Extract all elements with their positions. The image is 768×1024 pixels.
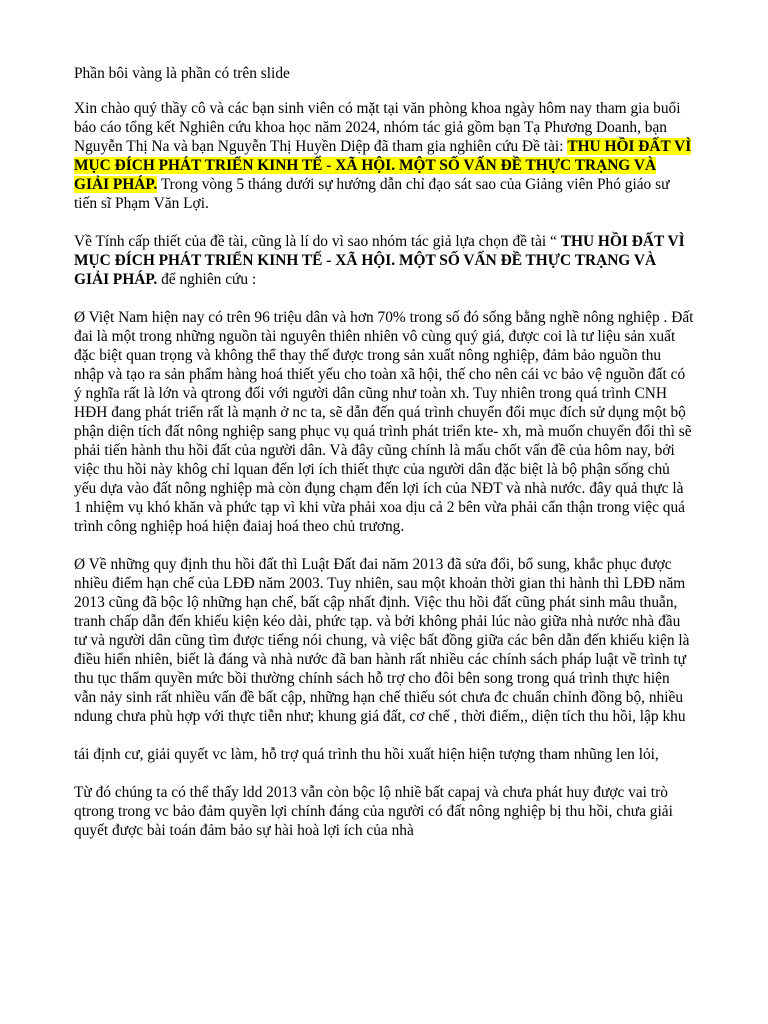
document-page — [74, 64, 694, 859]
urgency-text-end: để nghiên cứu : — [157, 271, 257, 288]
urgency-text: Về Tính cấp thiết của đề tài, cũng là lí do vì sao nhóm tác giả lựa chọn đề tài “ — [74, 233, 561, 250]
urgency-paragraph — [74, 232, 694, 289]
bold-title: THU HỒI ĐẤT VÌ MỤC ĐÍCH PHÁT TRIỂN KINH TẾ - XÃ HỘI. MỘT SỐ VẤN ĐỀ THỰC TRẠNG VÀ GIẢI PHÁP. — [74, 233, 685, 288]
body-paragraph-conclusion: Từ đó chúng ta có thể thấy ldd 2013 vẫn còn bộc lộ nhiề bất capaj và chưa phát huy được vai trò qtrong trong vc bảo đảm quyền lợi chính đáng của người có đất nông nghiệp bị thu hồi, chưa giải quyết được bài toán đảm bảo sự hài hoà lợi ích của nhà — [74, 784, 673, 839]
intro-text-end: Trong vòng 5 tháng dưới sự hướng dẫn chỉ đạo sát sao của Giảng viên Phó giáo sư tiến sĩ Phạm Văn Lợi. — [74, 176, 670, 212]
note-line: Phần bôi vàng là phần có trên slide — [74, 65, 290, 82]
body-paragraph-resettlement: tái định cư, giải quyết vc làm, hỗ trợ quá trình thu hồi xuất hiện hiện tượng tham nhũng len lỏi, — [74, 746, 659, 763]
highlighted-title: THU HỒI ĐẤT VÌ MỤC ĐÍCH PHÁT TRIỂN KINH TẾ - XÃ HỘI. MỘT SỐ VẤN ĐỀ THỰC TRẠNG VÀ GIẢI PHÁP. — [74, 138, 692, 193]
body-paragraph-law: Ø Về những quy định thu hồi đất thì Luật Đất đai năm 2013 đã sửa đổi, bổ sung, khắc phục được nhiều điểm hạn chế của LĐĐ năm 2003. Tuy nhiên, sau một khoản thời gian thi hành thì LĐĐ năm 2013 cũng đã bộc lộ những hạn chế, bất cập nhất định. Việc thu hồi đất cũng phát sinh mâu thuẫn, tranh chấp dẫn đến khiếu kiện kéo dài, phức tạp. và bởi không phải lúc nào giữa nhà nước nhà đầu tư và người dân cũng tìm được tiếng nói chung, và việc bất đồng giữa các bên dẫn đến khiếu kiện là điều hiển nhiên, biết là đáng và nhà nước đã ban hành rất nhiều các chính sách pháp luật về trình tự thu tục thẩm quyền mức bồi thường chính sách hỗ trợ cho đôi bên song trong quá trình thực hiện vẫn nảy sinh rất nhiều vấn đề bất cập, những hạn chế thiếu sót chưa đc chuẩn chỉnh đồng bộ, nhiều ndung chưa phù hợp với thực tiễn như; khung giá đất, cơ chế , thời điểm,, diện tích thu hồi, lập khu — [74, 556, 690, 725]
body-paragraph-vietnam: Ø Việt Nam hiện nay có trên 96 triệu dân và hơn 70% trong số đó sống bằng nghề nông nghiệp . Đất đai là một trong những nguồn tài nguyên thiên nhiên vô cùng quý giá, được coi là tư liệu sản xuất đặc biệt quan trọng và không thể thay thế được trong sản xuất nông nghiệp, đảm bảo nguồn thu nhập và tạo ra sản phẩm hàng hoá thiết yếu cho toàn xã hội, thế cho nên cái vc bảo vệ nguồn đất có ý nghĩa rất là lớn và qtrong đối với người dân cũng như toàn xh. Tuy nhiên trong quá trình CNH HĐH đang phát triển rất là mạnh ở nc ta, sẽ dẫn đến quá trình chuyển đổi mục đích sử dụng một bộ phận diện tích đất nông nghiệp sang phục vụ quá trình phát triển kte- xh, mà muốn chuyển đổi thì sẽ phải tiến hành thu hồi đất của người dân. Và đây cũng chính là mấu chốt vấn đề của hôm nay, bởi việc thu hồi này khôg chỉ lquan đến lợi ích thiết thực của người dân đặc biệt là bộ phận sống chủ yếu dựa vào đất nông nghiệp mà còn đụng chạm đến lợi ích của NĐT và nhà nước. đây quả thực là 1 nhiệm vụ khó khăn và phức tạp vì khi vừa phải xoa dịu cả 2 bên vừa phải cẩn thận trong việc quá trình công nghiệp hoá hiện đaiaj hoá theo chủ trương. — [74, 309, 694, 535]
intro-paragraph — [74, 99, 694, 213]
intro-text: Xin chào quý thầy cô và các bạn sinh viên có mặt tại văn phòng khoa ngày hôm nay tham gia buổi báo cáo tổng kết Nghiên cứu khoa học năm 2024, nhóm tác giả gồm bạn Tạ Phương Doanh, bạn Nguyễn Thị Na và bạn Nguyễn Thị Huyền Diệp đã tham gia nghiên cứu Đề tài: — [74, 100, 681, 155]
